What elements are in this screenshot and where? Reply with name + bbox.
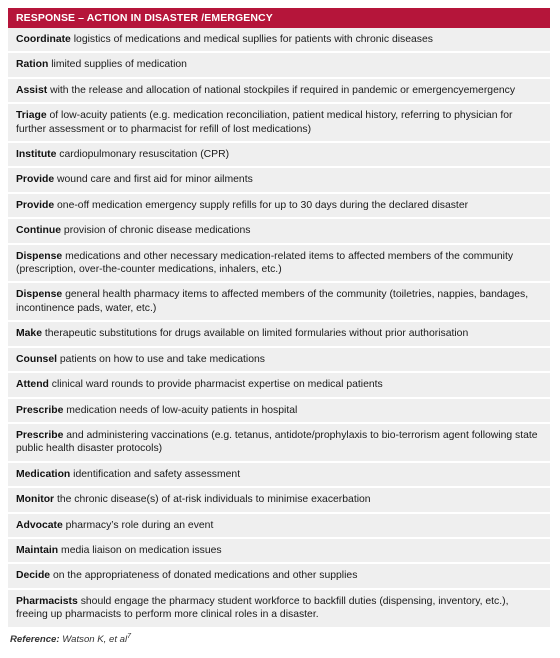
action-description: should engage the pharmacy student workforce to backfill duties (dispensing, inventory, etc.), freeing up pharmacists to perform more clinical roles in a disaster. [16,595,509,621]
table-cell [8,244,550,283]
table-cell [8,513,550,538]
table-cell [8,423,550,462]
table-row [8,538,550,563]
table-cell [8,538,550,563]
table-cell [8,52,550,77]
response-table [8,28,550,629]
action-verb: Provide [16,199,55,211]
action-description: medications and other necessary medication-related items to affected members of the community (prescription, over-the-counter medications, inhalers, etc.) [16,250,514,276]
action-verb: Medication [16,468,71,480]
table-row [8,563,550,588]
table-row [8,28,550,52]
action-verb: Coordinate [16,34,71,45]
action-verb: Make [16,328,42,340]
reference-note [8,633,550,645]
table-row [8,513,550,538]
action-description: patients on how to use and take medications [57,353,265,365]
action-description: the chronic disease(s) of at-risk individuals to minimise exacerbation [54,494,371,506]
action-verb: Provide [16,174,55,186]
table-cell [8,372,550,397]
table-row [8,589,550,628]
action-description: with the release and allocation of national stockpiles if required in pandemic or emergencyemergency [47,84,516,96]
table-cell [8,282,550,321]
table-header: RESPONSE – ACTION IN DISASTER /EMERGENCY [8,8,550,28]
reference-superscript: 7 [127,632,132,640]
table-cell [8,142,550,167]
action-description: general health pharmacy items to affected members of the community (toiletries, nappies, bandages, incontinence pads, water, etc.) [16,289,529,314]
action-verb: Maintain [16,544,59,556]
table-cell [8,218,550,243]
action-verb: Pharmacists [16,595,78,607]
table-row [8,347,550,372]
action-description: identification and safety assessment [70,468,241,480]
table-row [8,282,550,321]
action-description: provision of chronic disease medications [61,225,251,237]
table-row [8,462,550,487]
action-verb: Prescribe [16,404,64,416]
action-verb: Dispense [16,250,63,262]
action-description: of low-acuity patients (e.g. medication reconciliation, patient medical history, referring to physician for further assessment or to pharmacist for refill of lost medications) [16,110,513,135]
action-verb: Decide [16,570,51,582]
table-row [8,52,550,77]
table-cell [8,589,550,628]
action-verb: Attend [16,379,49,391]
action-description: therapeutic substitutions for drugs available on limited formularies without prior authorisation [42,328,469,340]
table-row [8,193,550,218]
table-row [8,218,550,243]
action-verb: Advocate [16,519,63,531]
table-cell [8,487,550,512]
table-cell [8,28,550,52]
action-description: limited supplies of medication [48,59,187,71]
action-description: clinical ward rounds to provide pharmacist expertise on medical patients [48,379,383,391]
action-description: and administering vaccinations (e.g. tetanus, antidote/prophylaxis to bio-terrorism agent following state public health disaster protocols) [16,429,538,455]
action-description: on the appropriateness of donated medications and other supplies [50,570,358,582]
table-cell [8,193,550,218]
action-verb: Monitor [16,494,55,506]
action-verb: Dispense [16,289,63,301]
table-cell [8,167,550,192]
action-verb: Continue [16,225,62,237]
action-verb: Counsel [16,353,57,365]
table-row [8,423,550,462]
table-cell [8,347,550,372]
action-description: media liaison on medication issues [58,544,222,556]
table-row [8,78,550,103]
table-cell [8,321,550,346]
table-row [8,321,550,346]
action-description: one-off medication emergency supply refills for up to 30 days during the declared disaster [54,199,469,211]
action-verb: Prescribe [16,429,64,441]
reference-label: Reference: [10,633,60,645]
table-row [8,487,550,512]
table-row [8,142,550,167]
table-row [8,103,550,142]
table-row [8,372,550,397]
table-cell [8,103,550,142]
action-description: wound care and first aid for minor ailments [54,174,253,186]
table-cell [8,462,550,487]
reference-text: Watson K, et al [59,633,128,645]
table-cell [8,563,550,588]
table-cell [8,398,550,423]
action-description: logistics of medications and medical supllies for patients with chronic diseases [70,34,433,45]
action-description: pharmacy’s role during an event [62,519,214,531]
action-verb: Assist [16,84,48,96]
action-verb: Ration [16,59,49,71]
table-row [8,244,550,283]
action-verb: Institute [16,149,57,161]
action-description: medication needs of low-acuity patients in hospital [63,404,298,416]
table-row [8,398,550,423]
table-body [8,28,550,628]
action-description: cardiopulmonary resuscitation (CPR) [56,149,230,161]
table-row [8,167,550,192]
action-verb: Triage [16,110,47,122]
response-table-panel [8,8,550,645]
table-cell [8,78,550,103]
